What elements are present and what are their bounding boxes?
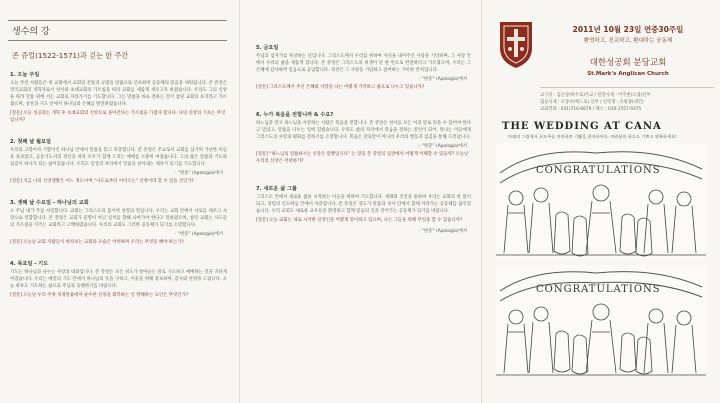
- church-name: 대한성공회 분당교회: [589, 58, 667, 68]
- block-question: [질문] 오늘날 교회 사람들이 바라보는 교회의 모습은 어떠하며 우리는 무엇을 해야 하는가?: [10, 240, 184, 245]
- block-signature: - “변증” (Apologia)에서: [418, 144, 467, 149]
- block-text: 하느님을 알고 하느님을 사랑하는 사람은 복음을 전합니다. 존 쥬얼은 성서를 모든 이의 말로 읽을 수 있어야 한다고 믿었고, 말씀을 나누는 일에 힘썼습니다. 우리도 삶의 자리에서 복음을 전하는 증인이 되어, 만나는 이들에게 그리스도의 사랑과 평화를 전하기를 소망합니다. 복음은 말로만이 아니라 우리의 행동과 섬김을 통해 드러납니다.: [256, 121, 471, 140]
- block-gospel: [254, 111, 471, 165]
- block-heading: 1. 오늘 주일: [10, 72, 40, 78]
- block-heading: 3. 셋째 날 수요일 - 하나님의 교회: [10, 200, 89, 206]
- column-middle: [240, 0, 482, 403]
- block-thursday: [8, 260, 227, 299]
- block-text: 오늘 주일 사람들은 첫 교회에서 교회의 전통과 규범을 말씀으로 선포하며 공동체의 믿음을 세워갑니다. 존 쥬얼은 영국교회의 개혁자로서 성서와 초대교회의 가르침을 따라 교회를 새롭게 세우고자 하였습니다. 우리도 그의 신앙을 따라 말씀 위에 서는 교회로 자라가기를 기도합니다. 그는 말씀을 바로 전하는 것이 참된 교회의 표지라고 가르쳤으며, 성찬과 기도 안에서 하나님의 은혜를 발견하였습니다.: [10, 81, 227, 107]
- assistant-line: 협동사제 : 조창수(베드로) 신부 / 신학생 : 유필종(대건): [540, 100, 644, 105]
- block-signature: - “변증” (Apologia)에서: [174, 232, 223, 237]
- church-motto: 환영하고, 친교하고, 환대하는 공동체: [583, 38, 673, 44]
- block-text: 주님의 십자가를 묵상하는 날입니다. 그리스도께서 우리를 위하여 자신을 내어주신 사랑을 기억하며, 그 사랑 안에서 우리의 삶을 새롭게 합니다. 존 쥬얼은 그리스도의 희생이 단 한 번으로 완전하다고 가르쳤으며, 우리는 그 은혜에 감사하며 믿음으로 응답합니다. 성찬은 그 사랑을 기념하고 참여하는 거룩한 잔치입니다.: [256, 54, 471, 73]
- banner-text: CONGRATULATIONS: [536, 284, 661, 295]
- wedding-illustration-top: [496, 143, 706, 259]
- block-new-life: [254, 185, 471, 234]
- block-heading: 5. 금요일: [256, 45, 279, 51]
- block-question: [질문] 그리스도께서 주신 은혜와 사랑을 나는 어떻게 기억하고 삶으로 나누고 있습니까?: [256, 85, 425, 90]
- church-name-english: St.Mark's Anglican Church: [587, 71, 669, 77]
- block-heading: 2. 첫째 날 월요일: [10, 139, 52, 145]
- bulletin-date: 2011년 10월 23일 연중30주일: [572, 25, 684, 34]
- block-monday: [8, 138, 227, 185]
- block-text: 그리스도 안에서 새로운 삶을 시작하는 이들을 위하여 기도합니다. 세례와 견진을 통하여 우리는 교회의 한 몸이 되고, 성령의 인도하심 안에서 자라갑니다. 존 쥬얼은 성도가 말씀과 성사 안에서 함께 자라가는 공동체를 꿈꾸었습니다. 우리 교회도 새로운 교우들을 환영하고 함께 믿음의 길을 걸어가는 공동체가 되기를 바랍니다.: [256, 195, 471, 214]
- block-friday: [254, 44, 471, 91]
- block-signature: - “변증” (Apologia)에서: [174, 171, 223, 176]
- wedding-title: THE WEDDING AT CANA: [502, 121, 662, 132]
- clergy-line: 교구장 : 김근상(바우로)주교 / 관할사제 : 이주현(요셉)신부: [540, 93, 651, 98]
- block-question: [질문] 오늘날 우리 주위 성경말씀에서 순수한 신앙을 회복하는 일 방해하는 요인은 무엇인가?: [10, 293, 189, 298]
- block-question: [질문] 오늘 성공회는 개혁 후 초대교회의 신앙으로 돌아간다는 가르침을 가졌다 합니다. 나의 신앙의 기초는 무엇입니까?: [10, 111, 226, 123]
- contact-line: 교회전화 : 031)716-6679 / 팩스 : 010-2557-9375: [540, 107, 642, 112]
- banner-text: CONGRATULATIONS: [536, 165, 661, 176]
- wedding-caption: 아래의 그림에서 포도주를 마련하며 기쁨을 찾아보아요. 여러분의 하루도 기쁘고 행복하세요!: [508, 134, 677, 139]
- block-text: 우리의 고향이자 기쁨이신 하나님 안에서 말씀을 읽고 묵상합니다. 존 쥬얼은 주교로서 교회를 섬기며 가난한 이들을 돌보았고, 공동기도서의 정신을 따라 모두가 함께 드리는 예배를 소중히 여겼습니다. 그의 삶은 말씀과 기도와 섬김이 하나가 되는 삶이었습니다. 우리도 일상의 자리에서 말씀을 살아내는 제자가 되기를 기도합니다.: [10, 148, 227, 167]
- column-right: [482, 0, 720, 403]
- church-info: [540, 87, 714, 113]
- block-question: [질문] 지금 나의 신앙생활은 어느 정도이며 “사도로부터 이어오는” 신앙이라 할 수 있을 것인가?: [10, 179, 194, 184]
- block-sunday: [8, 71, 227, 124]
- block-heading: 7. 새로운 삶 그룹: [256, 186, 298, 192]
- block-heading: 4. 목요일 - 기도: [10, 261, 49, 267]
- wedding-illustration-bottom: [496, 265, 706, 377]
- bulletin-header: [488, 10, 714, 77]
- block-heading: 6. 누가 복음을 전합니까 & 수요?: [256, 112, 334, 118]
- block-wednesday: [8, 199, 227, 246]
- column-left: [0, 0, 240, 403]
- block-signature: - “변증” (Apologia)에서: [418, 229, 467, 234]
- block-question: [질문] 오늘 교회는 새로 시작한 신앙인을 어떻게 맞이하고 있으며, 나는 그들을 위해 무엇을 할 수 있습니까?: [256, 218, 463, 223]
- block-text: 오 주님 내가 주를 사랑합니다. 교회는 그리스도의 몸이며 성령의 전입니다. 우리는 교회 안에서 서로를 세우고 사랑으로 연합합니다. 존 쥬얼은 교회가 분열이 아닌 일치를 향해 나아가야 한다고 말하였으며, 참된 교회는 사도들의 가르침을 지키는 교회라고 고백하였습니다. 우리의 교회도 그러한 공동체가 되기를 소망합니다.: [10, 209, 227, 228]
- block-question: [질문] “하느님의 말씀하시는 신앙은 말뿐입니다” 는 말을 존 쥬얼의 입장에서 어떻게 이해할 수 있을까? 오늘날 우리의 신앙은 어떠한가?: [256, 152, 469, 164]
- section-title: 생수의 강: [8, 20, 227, 41]
- block-text: 기도는 하나님과 나누는 사랑의 대화입니다. 존 쥬얼은 모든 성도가 알아듣는 말로 기도하고 예배하는 것을 귀하게 여겼습니다. 우리는 매일의 기도 안에서 하나님의 뜻을 구하고, 이웃을 위해 중보하며, 감사와 찬양을 드립니다. 오늘 하루도 기도하는 삶으로 주님과 동행하기를 바랍니다.: [10, 270, 227, 289]
- block-signature: - “변증” (Apologia)에서: [418, 77, 467, 82]
- church-crest-icon: [496, 18, 536, 70]
- document-title: 존 쥬얼(1522-1571)과 걷는 한 주간: [12, 51, 129, 60]
